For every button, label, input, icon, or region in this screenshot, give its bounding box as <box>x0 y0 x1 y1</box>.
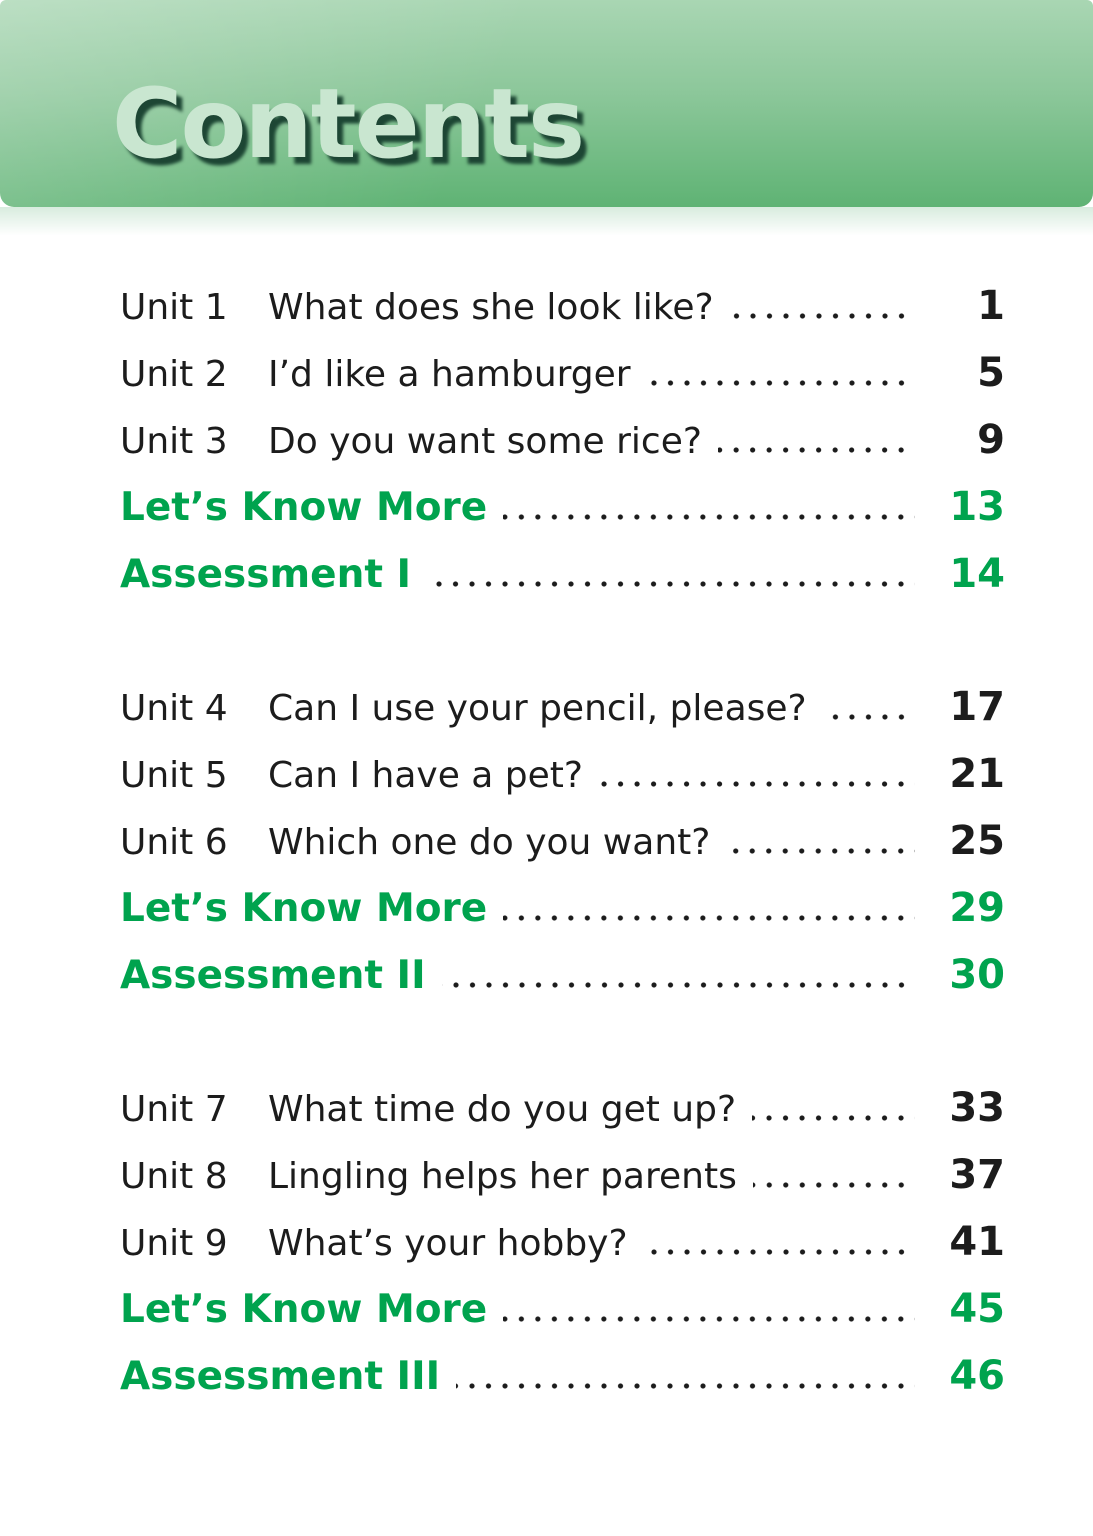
page-number: 21 <box>949 751 1005 797</box>
unit-label: Unit 7 <box>120 1089 228 1130</box>
dot-leader <box>730 313 915 319</box>
page-number: 9 <box>977 417 1005 463</box>
toc-entry <box>120 1343 1005 1410</box>
dot-leader <box>726 848 915 854</box>
entry-title: What does she look like? <box>268 287 714 328</box>
unit-label: Unit 3 <box>120 421 228 462</box>
unit-label: Unit 1 <box>120 287 228 328</box>
page-number: 17 <box>949 684 1005 730</box>
entry-title: Assessment I <box>120 552 412 597</box>
page-title: Contents <box>112 68 584 180</box>
entry-title: Which one do you want? <box>268 822 711 863</box>
table-of-contents <box>0 239 1093 1410</box>
page-number: 1 <box>977 283 1005 329</box>
toc-entry <box>120 942 1005 1009</box>
page-number: 37 <box>949 1152 1005 1198</box>
dot-leader <box>442 982 915 988</box>
toc-entry <box>120 1276 1005 1343</box>
header-fade <box>0 207 1093 239</box>
dot-leader <box>503 915 915 921</box>
entry-title: Assessment II <box>120 953 426 998</box>
dot-leader <box>753 1182 915 1188</box>
toc-entry <box>120 1075 1005 1142</box>
toc-entry <box>120 407 1005 474</box>
dot-leader <box>427 581 915 587</box>
toc-entry <box>120 1209 1005 1276</box>
unit-label: Unit 4 <box>120 688 228 729</box>
dot-leader <box>456 1383 915 1389</box>
header-banner <box>0 0 1093 207</box>
entry-title: Assessment III <box>120 1354 441 1399</box>
dot-leader <box>599 781 915 787</box>
dot-leader <box>503 514 915 520</box>
toc-block <box>120 1075 1005 1410</box>
unit-label: Unit 8 <box>120 1156 228 1197</box>
toc-entry <box>120 741 1005 808</box>
entry-title: Do you want some rice? <box>268 421 702 462</box>
entry-title: Can I have a pet? <box>268 755 584 796</box>
page-number: 5 <box>977 350 1005 396</box>
dot-leader <box>644 1249 915 1255</box>
page-number: 41 <box>949 1219 1005 1265</box>
unit-label: Unit 5 <box>120 755 228 796</box>
toc-entry <box>120 474 1005 541</box>
entry-title: I’d like a hamburger <box>268 354 631 395</box>
page-number: 25 <box>949 818 1005 864</box>
entry-title: What’s your hobby? <box>268 1223 628 1264</box>
unit-label: Unit 9 <box>120 1223 228 1264</box>
toc-entry <box>120 340 1005 407</box>
toc-entry <box>120 808 1005 875</box>
dot-leader <box>718 447 915 453</box>
page-number: 29 <box>949 885 1005 931</box>
toc-entry <box>120 674 1005 741</box>
entry-title: Let’s Know More <box>120 1287 488 1332</box>
toc-entry <box>120 875 1005 942</box>
page-number: 13 <box>949 484 1005 530</box>
entry-title: What time do you get up? <box>268 1089 737 1130</box>
dot-leader <box>503 1316 915 1322</box>
unit-label: Unit 2 <box>120 354 228 395</box>
page-number: 33 <box>949 1085 1005 1131</box>
entry-title: Let’s Know More <box>120 485 488 530</box>
toc-block <box>120 273 1005 608</box>
page-number: 45 <box>949 1286 1005 1332</box>
toc-entry <box>120 541 1005 608</box>
toc-block <box>120 674 1005 1009</box>
dot-leader <box>647 380 915 386</box>
toc-entry <box>120 1142 1005 1209</box>
page-number: 14 <box>949 551 1005 597</box>
unit-label: Unit 6 <box>120 822 228 863</box>
entry-title: Can I use your pencil, please? <box>268 688 807 729</box>
dot-leader <box>823 714 915 720</box>
entry-title: Let’s Know More <box>120 886 488 931</box>
entry-title: Lingling helps her parents <box>268 1156 737 1197</box>
page-number: 30 <box>949 952 1005 998</box>
toc-entry <box>120 273 1005 340</box>
page-number: 46 <box>949 1353 1005 1399</box>
dot-leader <box>752 1115 915 1121</box>
